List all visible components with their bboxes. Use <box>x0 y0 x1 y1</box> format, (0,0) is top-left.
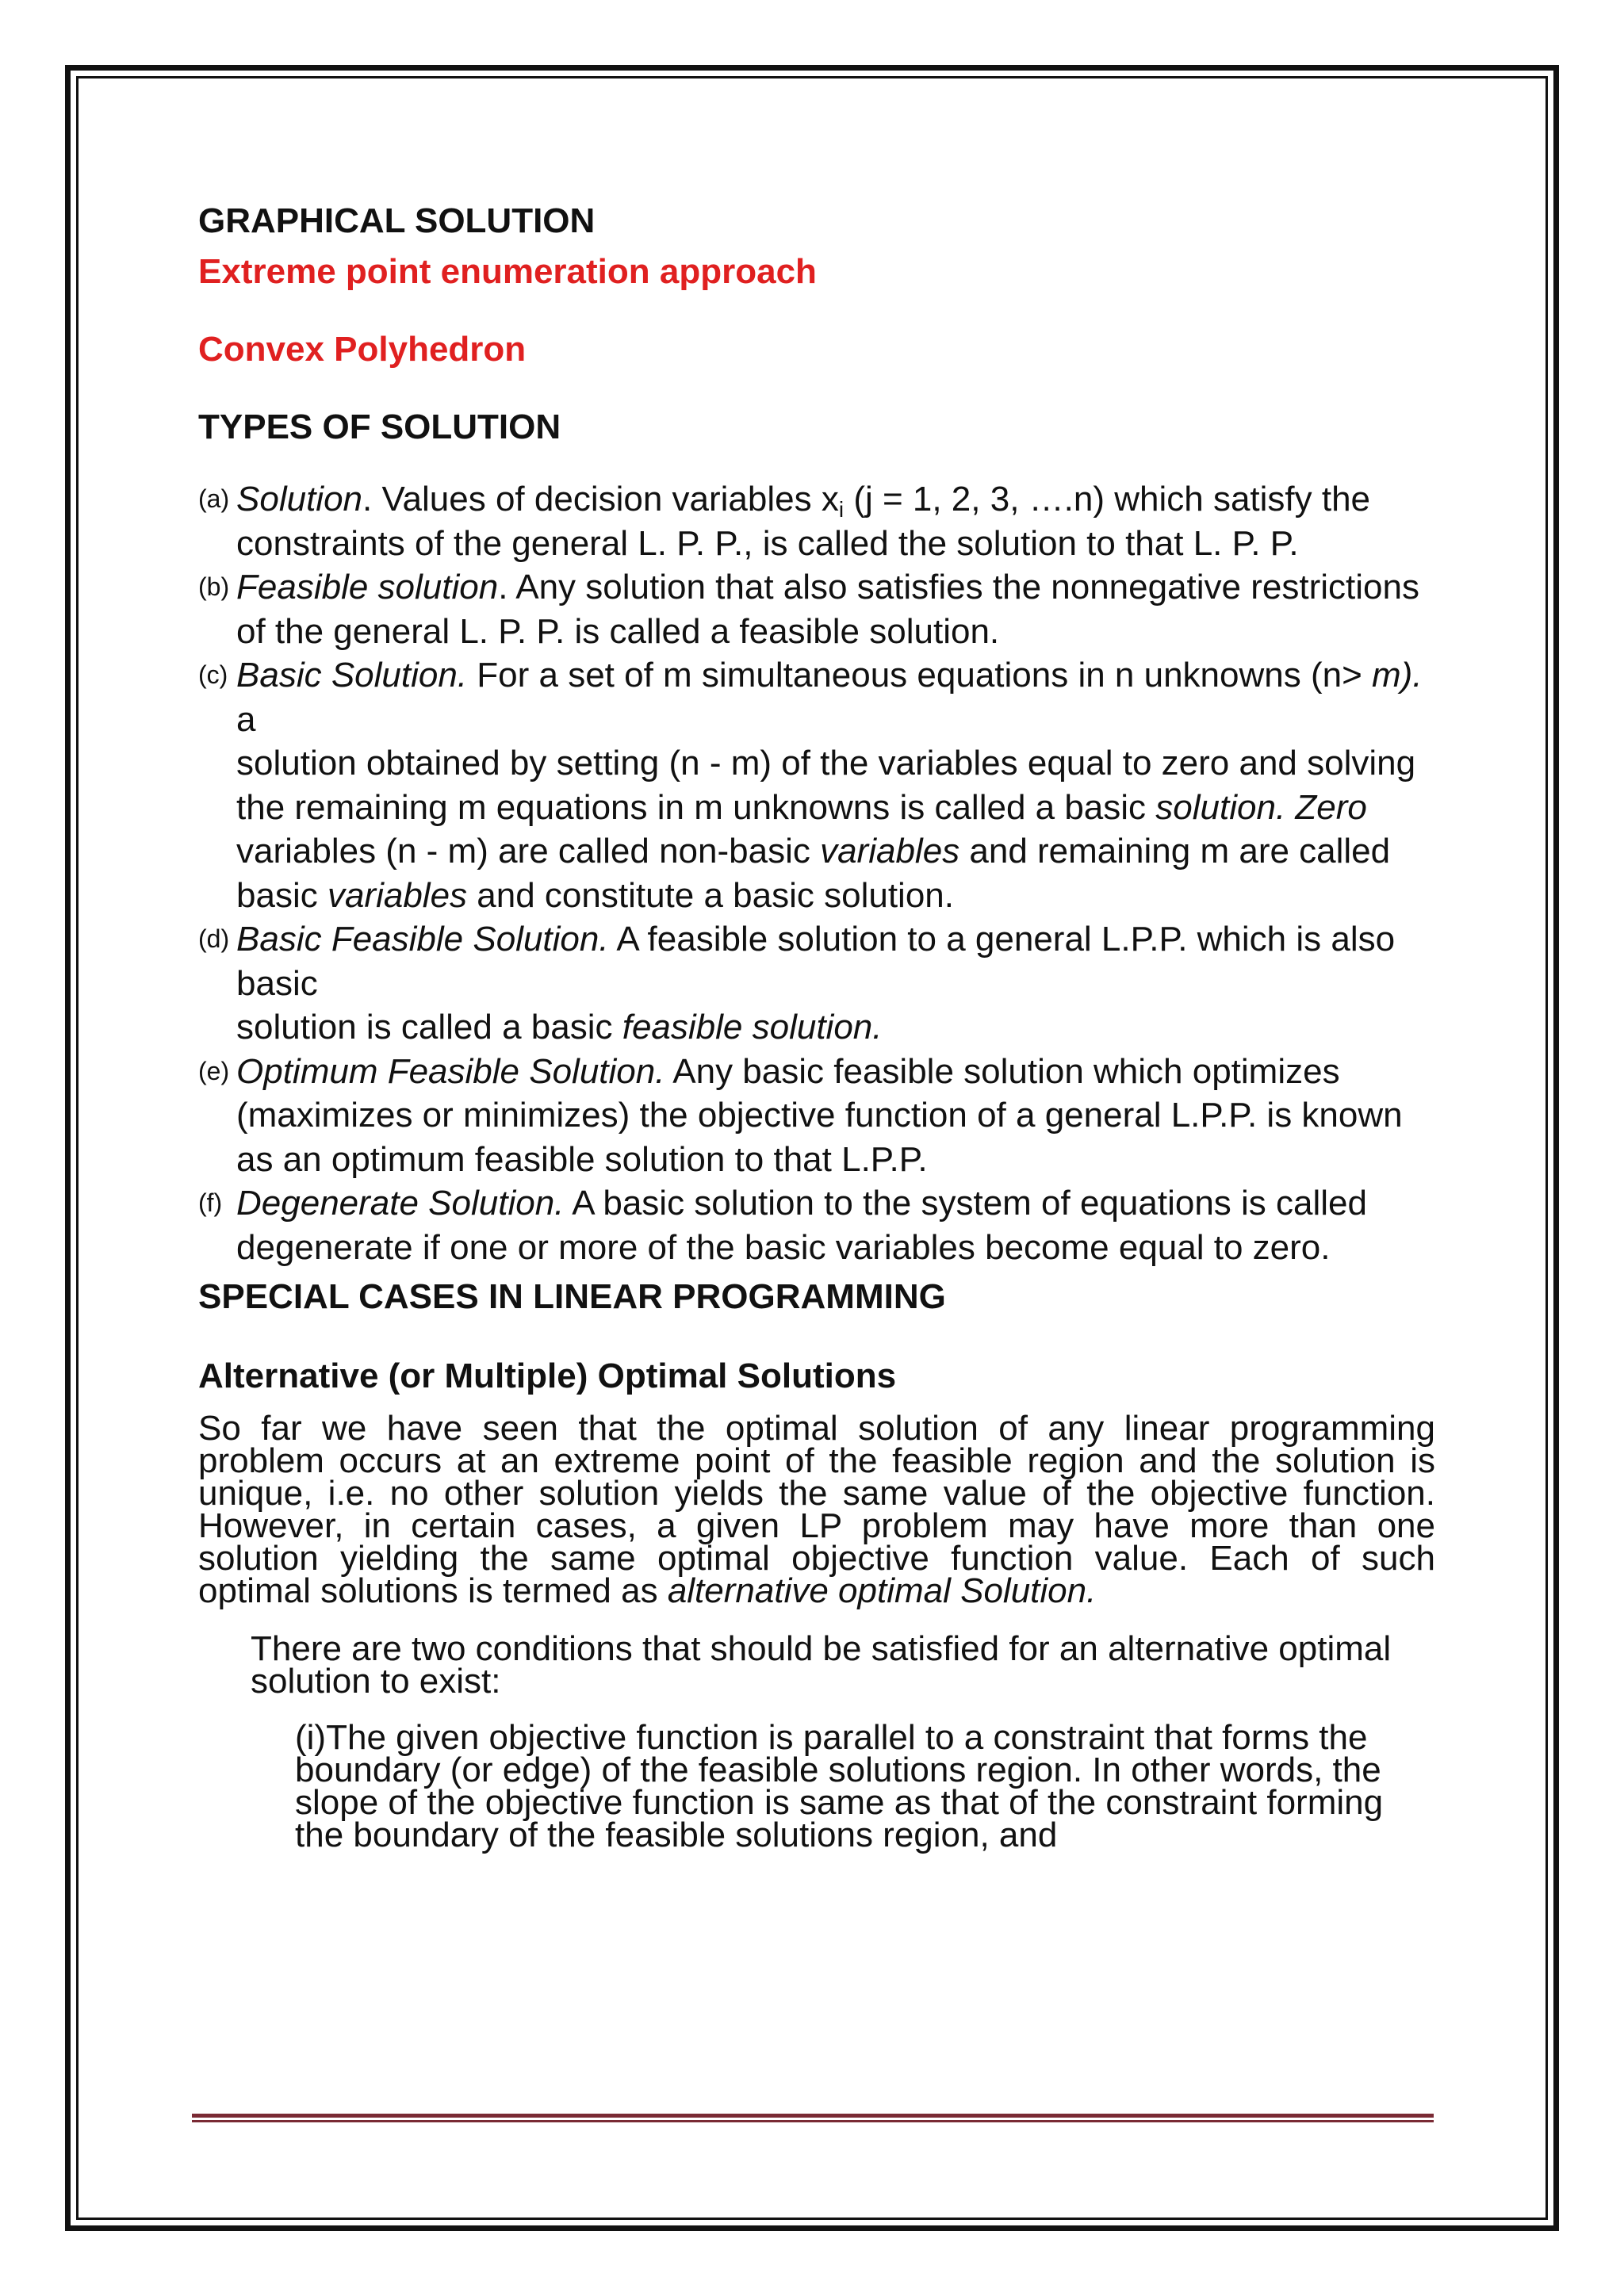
definition-solution <box>198 477 1435 565</box>
definition-text: . Any solution that also satisfies the nonnegative restrictions of the general L. P. P. is called a feasible solution. <box>236 568 1419 651</box>
condition-text: The given objective function is parallel to a constraint that forms the boundary (or edge) of the feasible solutions region. In other words, the slope of the objective function is same as that of the constraint forming the boundary of the feasible solutions region, and <box>295 1718 1384 1854</box>
italic-solution-zero: solution. Zero <box>1155 787 1367 827</box>
document-content <box>198 200 1435 1854</box>
definition-basic-solution <box>198 653 1435 917</box>
definition-text: and constitute a basic solution. <box>467 875 954 915</box>
definition-optimum-feasible-solution <box>198 1050 1435 1182</box>
definition-text: A feasible solution to a general L.P.P. which is also basic <box>236 920 1396 1003</box>
footer-rule <box>192 2114 1434 2118</box>
heading-special-cases: SPECIAL CASES IN LINEAR PROGRAMMING <box>198 1277 946 1316</box>
term-solution: Solution <box>236 480 363 519</box>
paragraph-text: So far we have seen that the optimal solution of any linear programming problem occurs at an extreme point of the feasible region and the solution is unique, i.e. no other solution yields the same value of the objective function. However, in certain cases, a given LP problem may have more than one solution yielding the same optimal objective function value. Each of such optimal solutions is termed as <box>198 1409 1435 1610</box>
italic-variables: variables <box>820 832 960 871</box>
subscript-i: i <box>838 497 845 522</box>
definition-feasible-solution <box>198 565 1435 653</box>
definition-degenerate-solution <box>198 1181 1435 1269</box>
heading-types-of-solution: TYPES OF SOLUTION <box>198 408 561 446</box>
list-marker: (b) <box>198 572 230 601</box>
footer-rule <box>192 2120 1434 2122</box>
italic-alternative-optimal-solution: alternative optimal Solution. <box>667 1571 1097 1610</box>
term-basic-feasible-solution: Basic Feasible Solution. <box>236 920 609 959</box>
term-optimum-feasible-solution: Optimum Feasible Solution. <box>236 1051 665 1091</box>
list-marker: (c) <box>198 660 228 689</box>
definition-basic-feasible-solution <box>198 917 1435 1050</box>
list-marker: (d) <box>198 924 230 953</box>
definition-text: variables (n - m) are called non-basic <box>236 832 821 871</box>
list-marker: (i) <box>295 1718 327 1757</box>
heading-extreme-point: Extreme point enumeration approach <box>198 252 817 291</box>
solution-types-list <box>198 477 1435 1269</box>
definition-text: For a set of m simultaneous equations in n unknowns (n> <box>467 656 1373 695</box>
list-marker: (a) <box>198 484 230 513</box>
definition-text: (j = 1, 2, 3, ….n) which satisfy the constraints of the general L. P. P., is called the solution to that L. P. P. <box>236 480 1371 563</box>
italic-m: m). <box>1372 656 1423 695</box>
term-basic-solution: Basic Solution. <box>236 656 468 695</box>
definition-text: and remaining m are called basic <box>236 832 1391 915</box>
definition-text: solution is called a basic <box>236 1008 622 1047</box>
heading-alternative-optimal: Alternative (or Multiple) Optimal Solutions <box>198 1357 897 1395</box>
italic-feasible-solution: feasible solution. <box>622 1008 883 1047</box>
term-feasible-solution: Feasible solution <box>236 568 499 607</box>
definition-text: Any basic feasible solution which optimizes (maximizes or minimizes) the objective function of a general L.P.P. is known as an optimum feasible solution to that L.P.P. <box>236 1051 1403 1179</box>
list-marker: (e) <box>198 1056 230 1085</box>
definition-text: . Values of decision variables x <box>362 480 839 519</box>
term-degenerate-solution: Degenerate Solution. <box>236 1184 565 1223</box>
heading-graphical-solution: GRAPHICAL SOLUTION <box>198 201 596 240</box>
paragraph-conditions: There are two conditions that should be satisfied for an alternative optimal solution to exist: <box>251 1629 1392 1701</box>
definition-text: A basic solution to the system of equations is called degenerate if one or more of the basic variables become equal to zero. <box>236 1184 1367 1267</box>
condition-i <box>295 1718 1421 1854</box>
list-marker: (f) <box>198 1188 223 1217</box>
italic-variables: variables <box>327 875 468 915</box>
definition-text: a <box>236 699 256 739</box>
heading-convex-polyhedron: Convex Polyhedron <box>198 330 527 369</box>
definition-text: solution obtained by setting (n - m) of the variables equal to zero and solving the remaining m equations in m unknowns is called a basic <box>236 744 1416 827</box>
paragraph-alternative-optimal <box>198 1409 1435 1610</box>
